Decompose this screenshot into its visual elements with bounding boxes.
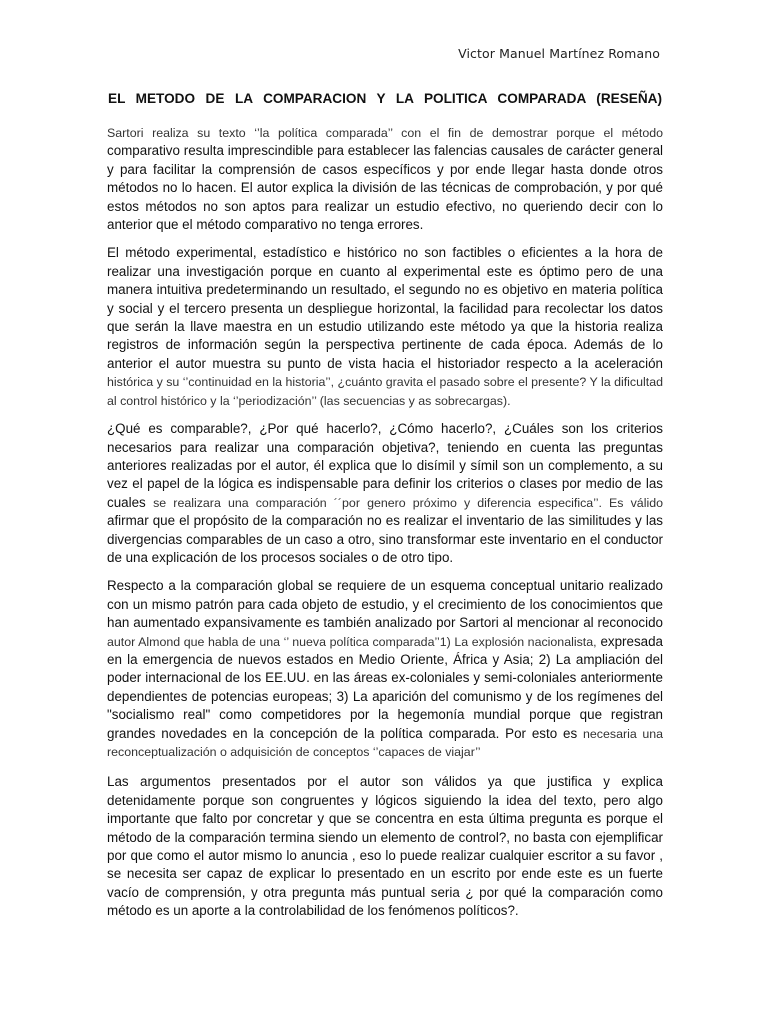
document-title: EL METODO DE LA COMPARACION Y LA POLITICA COMPARADA (RESEÑA)	[108, 91, 662, 106]
paragraph-4-tail: necesaria una reconceptualización o adquisición de conceptos ‘’capaces de viajar’’	[107, 726, 663, 759]
paragraph-3-mid: se realizara una comparación ´´por genero próximo y diferencia especifica’’. Es válido	[153, 495, 663, 510]
paragraph-1-lead: Sartori realiza su texto ‘’la política comparada’’ con el fin de demostrar porque el método	[107, 126, 663, 140]
paragraph-5-text: Las argumentos presentados por el autor son válidos ya que justifica y explica detenidamente porque son congruentes y lógicos siguiendo la idea del texto, pero algo importante que falto por concretar y que se concentra en esta última pregunta es porque el método de la comparación termina siendo un elemento de control?, no basta con ejemplificar por que como el autor mismo lo anuncia , eso lo puede realizar cualquier escritor a su favor , se necesita ser capaz de explicar lo presentado en un escrito por ende este es un fuerte vacío de comprensión, y otra pregunta más puntual seria ¿ por qué la comparación como método es un aporte a la controlabilidad de los fenómenos políticos?.	[107, 774, 663, 919]
paragraph-2-text: El método experimental, estadístico e histórico no son factibles o eficientes a la hora de realizar una investigación porque en cuanto al experimental este es óptimo pero de una manera intuitiva predeterminando un resultado, el segundo no es objetivo en materia política y social y el tercero presenta un despliegue horizontal, la facilidad para recolectar los datos que serán la llave maestra en un estudio utilizando este método ya que la historia realiza registros de información según la perspectiva pertinente de cada época. Además de lo anterior el autor muestra su punto de vista hacia el historiador respecto a la aceleración	[107, 245, 663, 371]
paragraph-2	[107, 244, 663, 410]
document-body	[107, 124, 663, 921]
paragraph-4-text2: expresada en la emergencia de nuevos estados en Medio Oriente, África y Asia; 2) La ampliación del poder internacional de los EE.UU. en las áreas ex-coloniales y semi-coloniales anteriormente dependientes de potencias europeas; 3) La aparición del comunismo y de los regímenes del "socialismo real" como competidores por la hegemonía mundial porque que registran grandes novedades en la concepción de la política comparada. Por esto es	[107, 633, 663, 741]
paragraph-4-mid: autor Almond que habla de una ‘’ nueva política comparada’’1) La explosión nacionalista,	[107, 634, 597, 649]
paragraph-4	[107, 577, 663, 761]
paragraph-5	[107, 773, 663, 920]
paragraph-1-text: comparativo resulta imprescindible para establecer las falencias causales de carácter general y para facilitar la comprensión de casos específicos y por ende llegar hasta donde otros métodos no lo hacen. El autor explica la división de las técnicas de comprobación, y por qué estos métodos no son aptos para realizar un estudio efectivo, no queriendo decir con lo anterior que el método comparativo no tenga errores.	[107, 143, 663, 233]
paragraph-4-text: Respecto a la comparación global se requiere de un esquema conceptual unitario realizado con un mismo patrón para cada objeto de estudio, y el crecimiento de los conocimientos que han aumentado expansivamente es también analizado por Sartori al mencionar al reconocido	[107, 578, 663, 631]
paragraph-3-text: ¿Qué es comparable?, ¿Por qué hacerlo?, ¿Cómo hacerlo?, ¿Cuáles son los criterios necesarios para realizar una comparación objetiva?, teniendo en cuenta las preguntas anteriores realizadas por el autor, él explica que lo disímil y símil son un complemento, a su vez el papel de la lógica es indispensable para definir los criterios o clases por medio de las cuales	[107, 421, 663, 510]
author-name: Victor Manuel Martínez Romano	[458, 46, 660, 61]
paragraph-3	[107, 420, 663, 567]
paragraph-1	[107, 124, 663, 234]
paragraph-3-text2: afirmar que el propósito de la comparación no es realizar el inventario de las similitudes y las divergencias comparables de un caso a otro, sino transformar este inventario en el conductor de una explicación de los procesos sociales o de otro tipo.	[107, 513, 663, 565]
paragraph-2-tail: histórica y su ‘’continuidad en la historia’’, ¿cuánto gravita el pasado sobre el presente? Y la dificultad al control histórico y la ‘’periodización’’ (las secuencias y as sobrecargas).	[107, 375, 663, 408]
